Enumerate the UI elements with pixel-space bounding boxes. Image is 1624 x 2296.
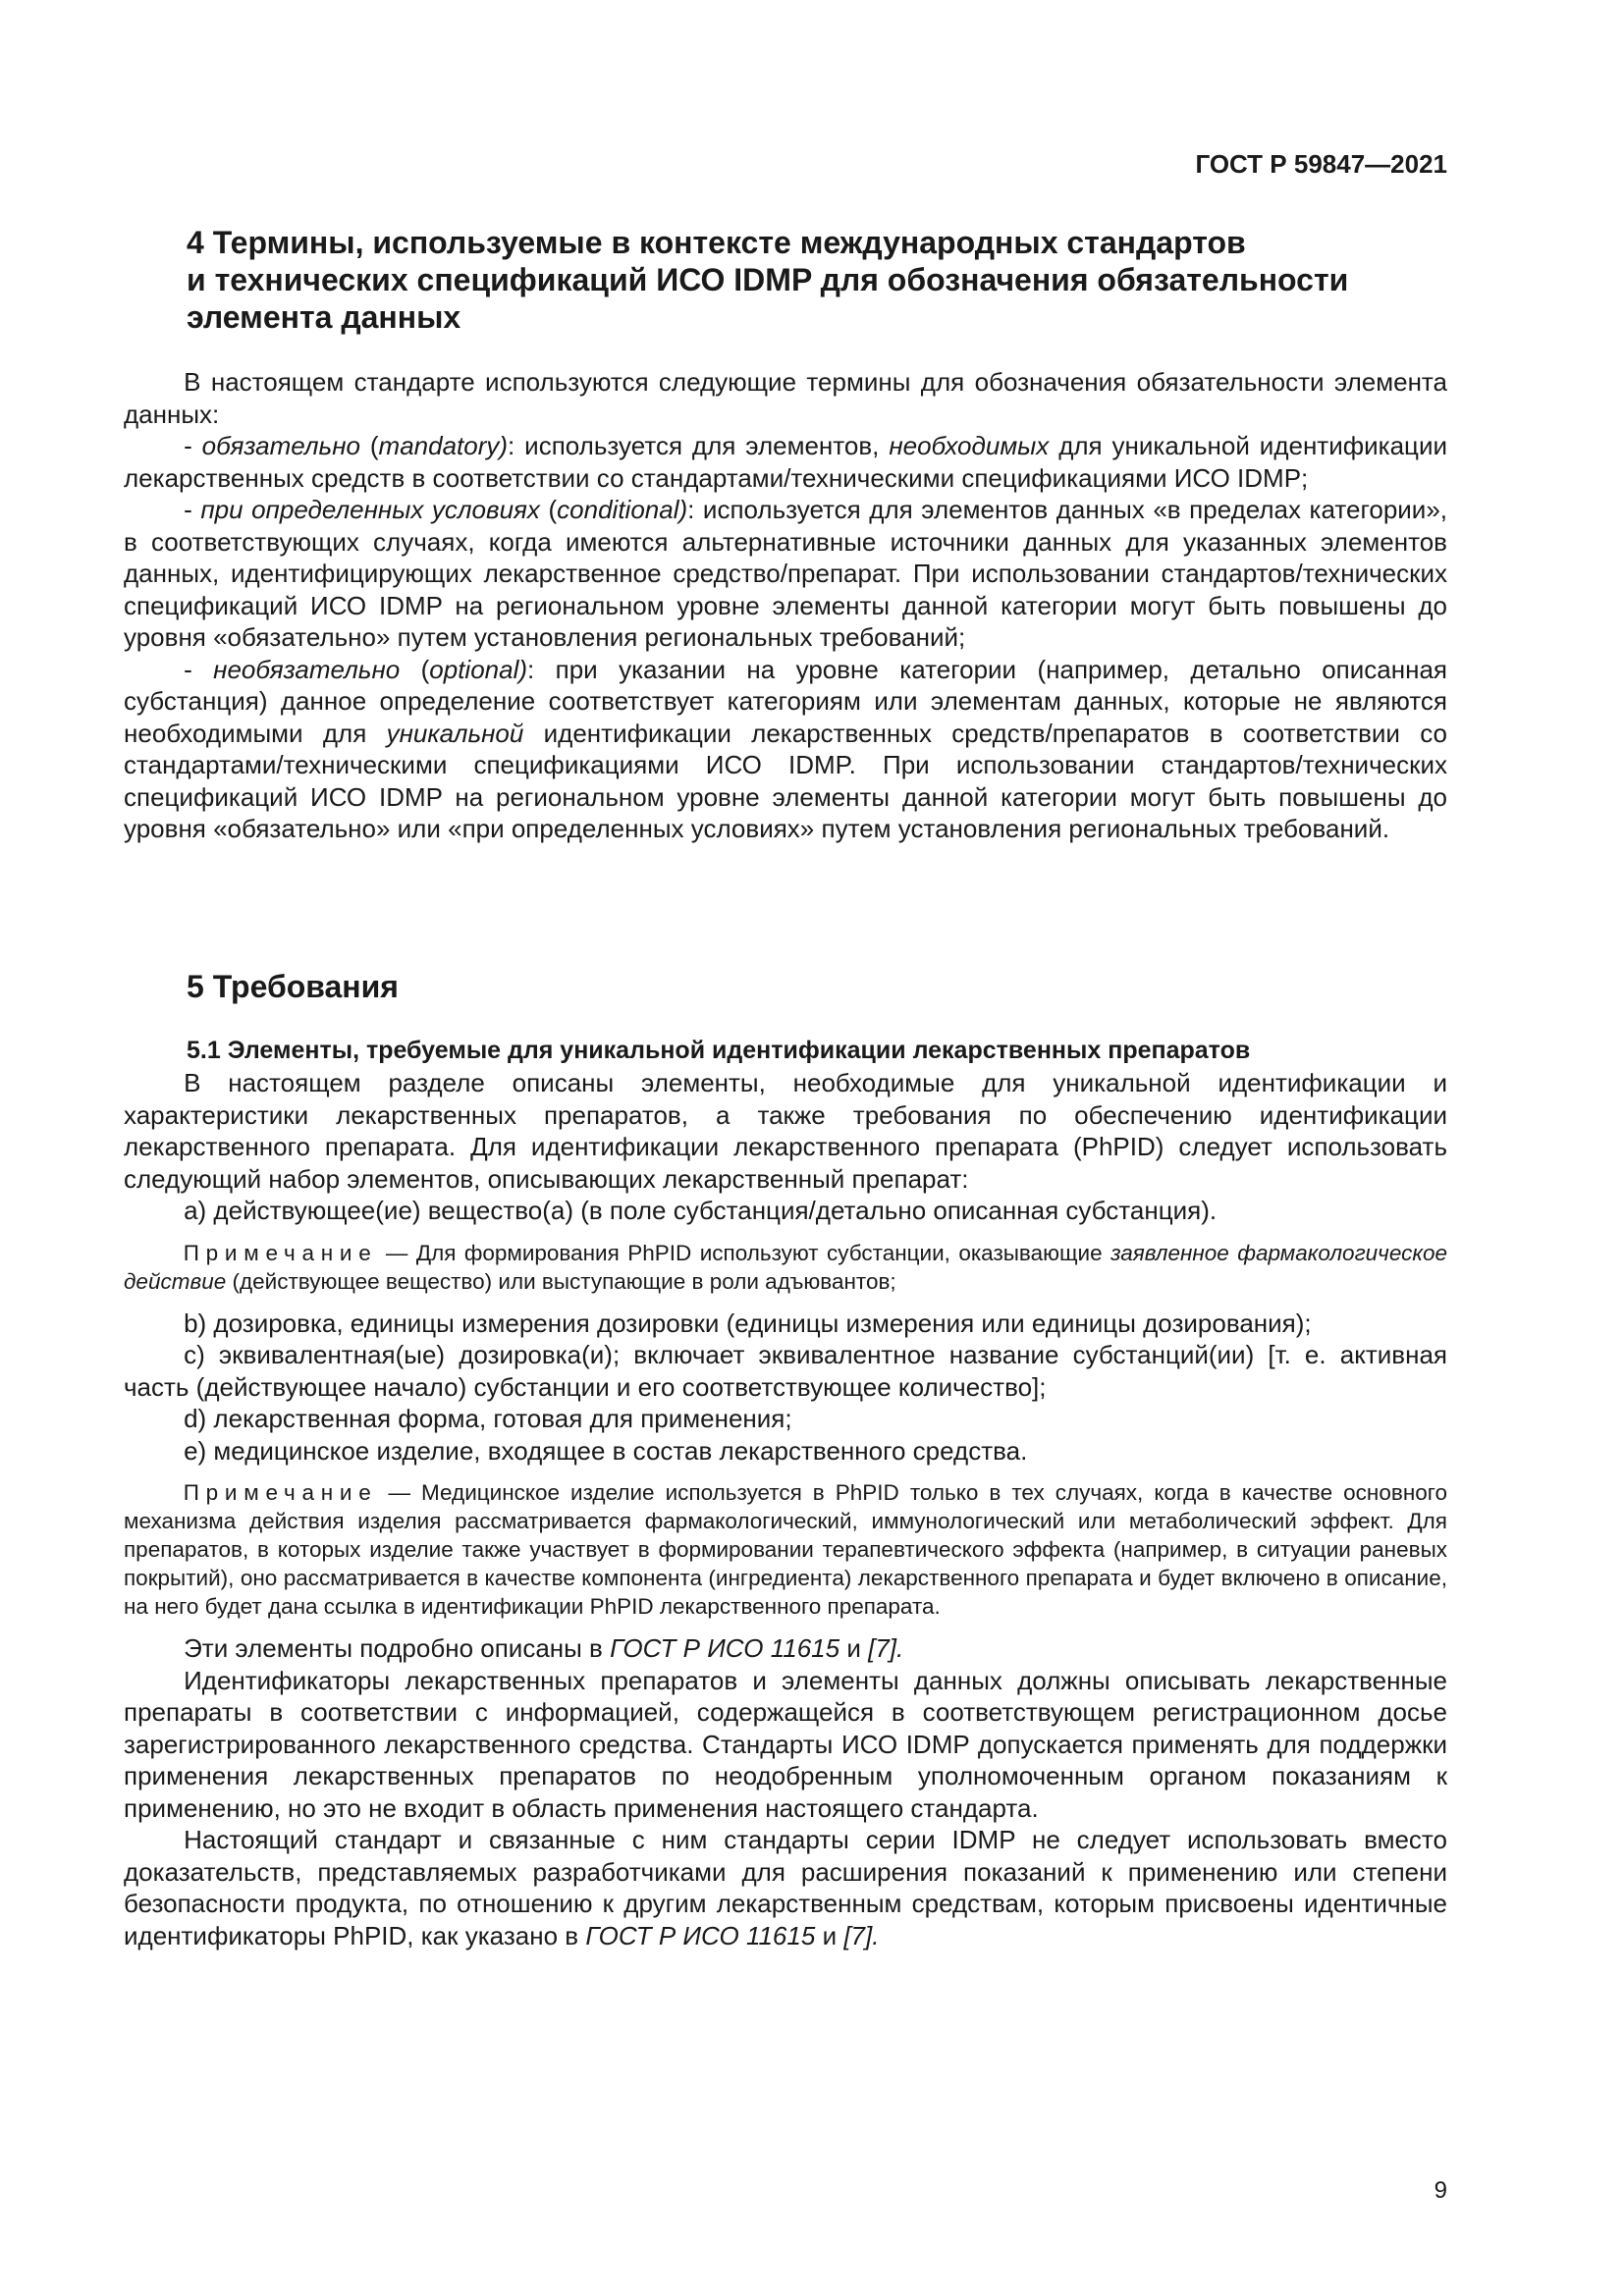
element-item-d: d) лекарственная форма, готовая для применения; (184, 1404, 792, 1433)
element-item-e: e) медицинское изделие, входящее в состав лекарственного средства. (184, 1435, 1028, 1466)
section-5-heading (187, 968, 1447, 1066)
reference-gost-11615: ГОСТ Р ИСО 11615 (585, 1920, 816, 1950)
element-item-a: a) действующее(ие) вещество(а) (в поле субстанция/детально описанная субстанция). (184, 1196, 1218, 1225)
section-4-heading (187, 224, 1447, 336)
section-5-body (124, 1067, 1447, 1951)
page-number: 9 (1434, 2177, 1447, 2204)
document-code: ГОСТ Р 59847—2021 (1195, 149, 1447, 179)
term-optional-en: optional) (429, 654, 528, 684)
section-4-intro: В настоящем стандарте используются следующие термины для обозначения обязательности элемента данных: (124, 367, 1447, 429)
term-mandatory-en: mandatory) (378, 431, 509, 460)
element-item-c: c) эквивалентная(ые) дозировка(и); включает эквивалентное название субстанций(ии) [т. е. активная часть (действующее начало) субстанции и его соответствующее количество]; (124, 1340, 1447, 1402)
note-1: Примечание — Для формирования PhPID используют субстанции, оказывающие заявленное фармакологическое действие (действующее вещество) или выступающие в роли адъювантов; (124, 1240, 1447, 1294)
section-4-title-line-2: и технических спецификаций ИСО IDMP для обозначения обязательности (187, 262, 1349, 297)
term-conditional-name: при определенных условиях (200, 495, 540, 524)
reference-gost-11615: ГОСТ Р ИСО 11615 (610, 1633, 840, 1663)
term-conditional: - при определенных условиях (conditional): используется для элементов данных «в пределах категории», в соответствующих случаях, когда имеются альтернативные источники данных для указанных элементов данных, идентифицирующих лекарственное средство/препарат. При использовании стандартов/технических спецификаций ИСО IDMP на региональном уровне элементы данной категории могут быть повышены до уровня «обязательно» путем установления региональных требований; (124, 495, 1448, 652)
term-optional: - необязательно (optional): при указании на уровне категории (например, детально описанная субстанция) данное определение соответствует категориям или элементам данных, которые не являются необходимыми для уникальной идентификации лекарственных средств/препаратов в соответствии со стандартами/техническими спецификациями ИСО IDMP. При использовании стандартов/технических спецификаций ИСО IDMP на региональном уровне элементы данной категории могут быть повышены до уровня «обязательно» или «при определенных условиях» путем установления региональных требований. (124, 654, 1447, 843)
term-optional-name: необязательно (213, 654, 401, 684)
reference-7: [7]. (843, 1920, 880, 1950)
section-5-paragraph-4: Настоящий стандарт и связанные с ним стандарты серии IDMP не следует использовать вместо доказательств, представляемых разработчиками для расширения показаний к применению или степени безопасности продукта, по отношению к другим лекарственным средствам, которым присвоены идентичные идентификаторы PhPID, как указано в ГОСТ Р ИСО 11615 и [7]. (124, 1825, 1447, 1950)
reference-7: [7]. (868, 1633, 904, 1663)
section-4-title-line-3: элемента данных (187, 299, 461, 335)
section-5-paragraph-1: В настоящем разделе описаны элементы, необходимые для уникальной идентификации и характеристики лекарственных препаратов, а также требования по обеспечению идентификации лекарственного препарата. Для идентификации лекарственного препарата (PhPID) следует использовать следующий набор элементов, описывающих лекарственный препарат: (124, 1068, 1447, 1194)
note-2: Примечание — Медицинское изделие используется в PhPID только в тех случаях, когда в качестве основного механизма действия изделия рассматривается фармакологический, иммунологический или метаболический эффект. Для препаратов, в которых изделие также участвует в формировании терапевтического эффекта (например, в ситуации раневых покрытий), оно рассматривается в качестве компонента (ингредиента) лекарственного препарата и будет включено в описание, на него будет дана ссылка в идентификации PhPID лекарственного препарата. (124, 1480, 1447, 1619)
term-mandatory: - обязательно (mandatory): используется для элементов, необходимых для уникальной идентификации лекарственных средств в соответствии со стандартами/техническими спецификациями ИСО IDMP; (124, 431, 1447, 493)
term-conditional-en: conditional) (557, 495, 688, 524)
term-mandatory-name: обязательно (201, 431, 360, 460)
element-item-b: b) дозировка, единицы измерения дозировки (единицы измерения или единицы дозирования); (184, 1308, 1312, 1338)
section-4-body (124, 366, 1447, 845)
section-5-title: 5 Требования (187, 969, 399, 1004)
note-label: Примечание (183, 1480, 378, 1505)
section-5-paragraph-2: Эти элементы подробно описаны в ГОСТ Р ИСО 11615 и [7]. (184, 1633, 904, 1663)
subsection-5-1-title: 5.1 Элементы, требуемые для уникальной идентификации лекарственных препаратов (187, 1037, 1251, 1064)
section-5-paragraph-3: Идентификаторы лекарственных препаратов и элементы данных должны описывать лекарственные препараты в соответствии с информацией, содержащейся в соответствующем регистрационном досье зарегистрированного лекарственного средства. Стандарты ИСО IDMP допускается применять для поддержки применения лекарственных препаратов по неодобренным уполномоченным органом показаниям к применению, но это не входит в область применения настоящего стандарта. (124, 1665, 1447, 1823)
section-4-title-line-1: 4 Термины, используемые в контексте международных стандартов (187, 225, 1246, 260)
note-label: Примечание (183, 1240, 378, 1265)
